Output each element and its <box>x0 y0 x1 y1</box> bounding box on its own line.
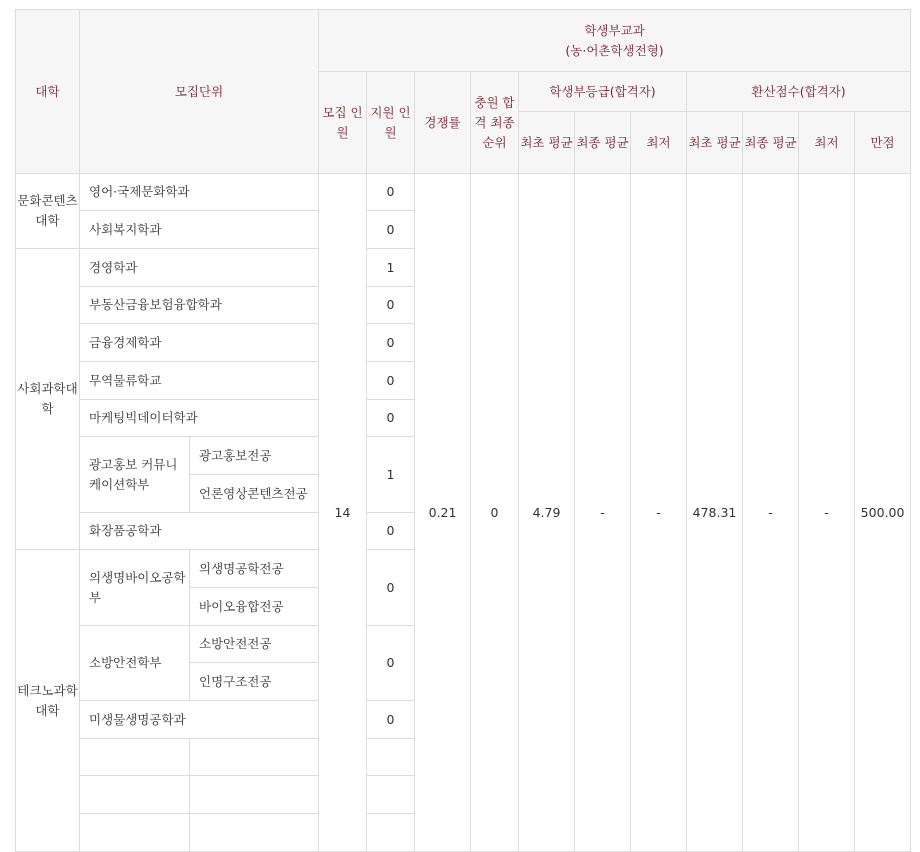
summary-conv-low: - <box>799 174 855 852</box>
major-cell <box>190 739 319 776</box>
summary-grade-low: - <box>631 174 687 852</box>
header-conv-first: 최초 평균 <box>687 112 743 174</box>
header-rank: 충원 합격 최종 순위 <box>471 72 519 174</box>
major-cell: 언론영상콘텐츠전공 <box>190 475 319 513</box>
apply-cell: 0 <box>367 174 415 211</box>
header-grade-low: 최저 <box>631 112 687 174</box>
major-cell: 광고홍보전공 <box>190 437 319 475</box>
summary-grade-first: 4.79 <box>519 174 575 852</box>
dept-cell <box>80 814 190 852</box>
header-grade-final: 최종 평균 <box>575 112 631 174</box>
header-grade-first: 최초 평균 <box>519 112 575 174</box>
major-cell: 소방안전전공 <box>190 626 319 663</box>
apply-cell: 1 <box>367 249 415 287</box>
summary-rank: 0 <box>471 174 519 852</box>
dept-cell: 부동산금융보험융합학과 <box>80 287 319 324</box>
dept-cell: 소방안전학부 <box>80 626 190 701</box>
major-cell <box>190 776 319 814</box>
college-cell: 사회과학대학 <box>16 249 80 550</box>
dept-cell: 의생명바이오공학부 <box>80 550 190 626</box>
apply-cell: 0 <box>367 287 415 324</box>
apply-cell: 0 <box>367 550 415 626</box>
dept-cell <box>80 739 190 776</box>
college-cell: 테크노과학대학 <box>16 550 80 852</box>
apply-cell: 0 <box>367 626 415 701</box>
summary-grade-final: - <box>575 174 631 852</box>
apply-cell <box>367 814 415 852</box>
admission-results-table <box>15 9 911 852</box>
summary-recruit: 14 <box>319 174 367 852</box>
header-univ: 대학 <box>16 10 80 174</box>
major-cell: 의생명공학전공 <box>190 550 319 588</box>
header-apply: 지원 인원 <box>367 72 415 174</box>
college-cell: 문화콘텐츠대학 <box>16 174 80 249</box>
dept-cell: 마케팅빅데이터학과 <box>80 400 319 437</box>
header-group <box>319 10 911 72</box>
summary-conv-full: 500.00 <box>855 174 911 852</box>
apply-cell: 0 <box>367 324 415 362</box>
dept-cell: 미생물생명공학과 <box>80 701 319 739</box>
major-cell: 바이오융합전공 <box>190 588 319 626</box>
header-ratio: 경쟁률 <box>415 72 471 174</box>
dept-cell <box>80 776 190 814</box>
apply-cell: 0 <box>367 362 415 400</box>
header-recruit: 모집 인원 <box>319 72 367 174</box>
header-conv-full: 만점 <box>855 112 911 174</box>
dept-cell: 화장품공학과 <box>80 513 319 550</box>
apply-cell: 0 <box>367 513 415 550</box>
dept-cell: 영어·국제문화학과 <box>80 174 319 211</box>
dept-cell: 사회복지학과 <box>80 211 319 249</box>
major-cell <box>190 814 319 852</box>
apply-cell: 1 <box>367 437 415 513</box>
dept-cell: 무역물류학교 <box>80 362 319 400</box>
header-group-l2: (농·어촌학생전형) <box>565 42 664 58</box>
major-cell: 인명구조전공 <box>190 663 319 701</box>
dept-cell: 금융경제학과 <box>80 324 319 362</box>
summary-ratio: 0.21 <box>415 174 471 852</box>
apply-cell <box>367 739 415 776</box>
apply-cell: 0 <box>367 400 415 437</box>
header-conv-final: 최종 평균 <box>743 112 799 174</box>
header-unit: 모집단위 <box>80 10 319 174</box>
summary-conv-first: 478.31 <box>687 174 743 852</box>
summary-conv-final: - <box>743 174 799 852</box>
dept-cell: 광고홍보 커뮤니케이션학부 <box>80 437 190 513</box>
header-grade-group: 학생부등급(합격자) <box>519 72 687 112</box>
apply-cell <box>367 776 415 814</box>
apply-cell: 0 <box>367 701 415 739</box>
dept-cell: 경영학과 <box>80 249 319 287</box>
header-conv-low: 최저 <box>799 112 855 174</box>
header-conv-group: 환산점수(합격자) <box>687 72 911 112</box>
apply-cell: 0 <box>367 211 415 249</box>
header-group-l1: 학생부교과 <box>584 22 645 38</box>
